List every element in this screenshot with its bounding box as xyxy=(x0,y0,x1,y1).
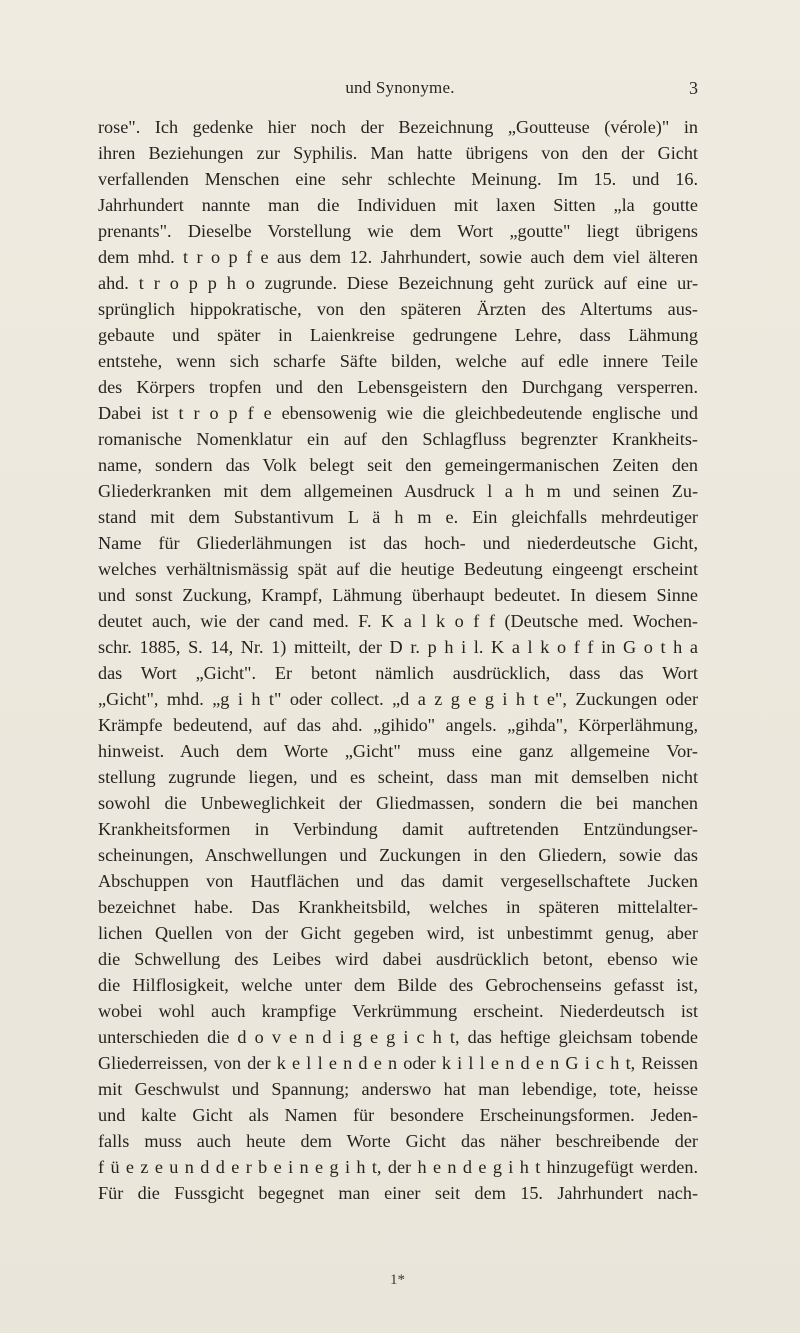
text-line: ihren Beziehungen zur Syphilis. Man hatte übrigens von den der Gicht xyxy=(98,143,698,163)
text-line: dem mhd. t r o p f e aus dem 12. Jahrhundert, sowie auch dem viel älteren xyxy=(98,247,698,267)
text-line: lichen Quellen von der Gicht gegeben wird, ist unbestimmt genug, aber xyxy=(98,923,698,943)
page-number: 3 xyxy=(689,78,698,98)
text-line: Dabei ist t r o p f e ebensowenig wie die gleichbedeutende englische und xyxy=(98,403,698,423)
text-line: Name für Gliederlähmungen ist das hoch- und niederdeutsche Gicht, xyxy=(98,533,698,553)
text-line: „Gicht", mhd. „g i h t" oder collect. „d a z g e g i h t e", Zuckungen oder xyxy=(98,689,698,709)
text-line: Krämpfe bedeutend, auf das ahd. „gihido" angels. „gihda", Körperlähmung, xyxy=(98,715,698,735)
text-line: prenants". Dieselbe Vorstellung wie dem Wort „goutte" liegt übrigens xyxy=(98,221,698,241)
text-line: hinweist. Auch dem Worte „Gicht" muss eine ganz allgemeine Vor- xyxy=(98,741,698,761)
text-line: die Hilflosigkeit, welche unter dem Bilde des Gebrochenseins gefasst ist, xyxy=(98,975,698,995)
text-line: Krankheitsformen in Verbindung damit auftretenden Entzündungser- xyxy=(98,819,698,839)
text-line: das Wort „Gicht". Er betont nämlich ausdrücklich, dass das Wort xyxy=(98,663,698,683)
text-line: Gliederkranken mit dem allgemeinen Ausdruck l a h m und seinen Zu- xyxy=(98,481,698,501)
text-line: scheinungen, Anschwellungen und Zuckungen in den Gliedern, sowie das xyxy=(98,845,698,865)
text-line: unterschieden die d o v e n d i g e g i c h t, das heftige gleichsam tobende xyxy=(98,1027,698,1047)
signature-mark: 1* xyxy=(390,1272,405,1288)
text-line: schr. 1885, S. 14, Nr. 1) mitteilt, der D r. p h i l. K a l k o f f in G o t h a xyxy=(98,637,698,657)
text-line: sprünglich hippokratische, von den späteren Ärzten des Altertums aus- xyxy=(98,299,698,319)
text-line: und kalte Gicht als Namen für besondere Erscheinungsformen. Jeden- xyxy=(98,1105,698,1125)
text-line: stellung zugrunde liegen, und es scheint, dass man mit demselben nicht xyxy=(98,767,698,787)
text-line: sowohl die Unbeweglichkeit der Gliedmassen, sondern die bei manchen xyxy=(98,793,698,813)
text-line: und sonst Zuckung, Krampf, Lähmung überhaupt bedeutet. In diesem Sinne xyxy=(98,585,698,605)
text-line: name, sondern das Volk belegt seit den gemeingermanischen Zeiten den xyxy=(98,455,698,475)
text-line: ahd. t r o p p h o zugrunde. Diese Bezeichnung geht zurück auf eine ur- xyxy=(98,273,698,293)
text-line: Gliederreissen, von der k e l l e n d e n oder k i l l e n d e n G i c h t, Reissen xyxy=(98,1053,698,1073)
text-line: f ü e z e u n d d e r b e i n e g i h t, der h e n d e g i h t hinzugefügt werden. xyxy=(98,1157,698,1177)
text-line: bezeichnet habe. Das Krankheitsbild, welches in späteren mittelalter- xyxy=(98,897,698,917)
text-line: des Körpers tropfen und den Lebensgeistern den Durchgang versperren. xyxy=(98,377,698,397)
text-line: verfallenden Menschen eine sehr schlechte Meinung. Im 15. und 16. xyxy=(98,169,698,189)
text-line: Jahrhundert nannte man die Individuen mit laxen Sitten „la goutte xyxy=(98,195,698,215)
text-line: romanische Nomenklatur ein auf den Schlagfluss begrenzter Krankheits- xyxy=(98,429,698,449)
text-line: deutet auch, wie der cand med. F. K a l k o f f (Deutsche med. Wochen- xyxy=(98,611,698,631)
text-line: Für die Fussgicht begegnet man einer seit dem 15. Jahrhundert nach- xyxy=(98,1183,698,1203)
text-line: die Schwellung des Leibes wird dabei ausdrücklich betont, ebenso wie xyxy=(98,949,698,969)
text-line: welches verhältnismässig spät auf die heutige Bedeutung eingeengt erscheint xyxy=(98,559,698,579)
text-line: entstehe, wenn sich scharfe Säfte bilden, welche auf edle innere Teile xyxy=(98,351,698,371)
running-head xyxy=(0,78,800,102)
text-line: stand mit dem Substantivum L ä h m e. Ein gleichfalls mehrdeutiger xyxy=(98,507,698,527)
running-title: und Synonyme. xyxy=(345,78,455,97)
text-line: mit Geschwulst und Spannung; anderswo hat man lebendige, tote, heisse xyxy=(98,1079,698,1099)
text-line: Abschuppen von Hautflächen und das damit vergesellschaftete Jucken xyxy=(98,871,698,891)
text-line: gebaute und später in Laienkreise gedrungene Lehre, dass Lähmung xyxy=(98,325,698,345)
text-line: wobei wohl auch krampfige Verkrümmung erscheint. Niederdeutsch ist xyxy=(98,1001,698,1021)
text-line: falls muss auch heute dem Worte Gicht das näher beschreibende der xyxy=(98,1131,698,1151)
text-line: rose". Ich gedenke hier noch der Bezeichnung „Goutteuse (vérole)" in xyxy=(98,117,698,137)
